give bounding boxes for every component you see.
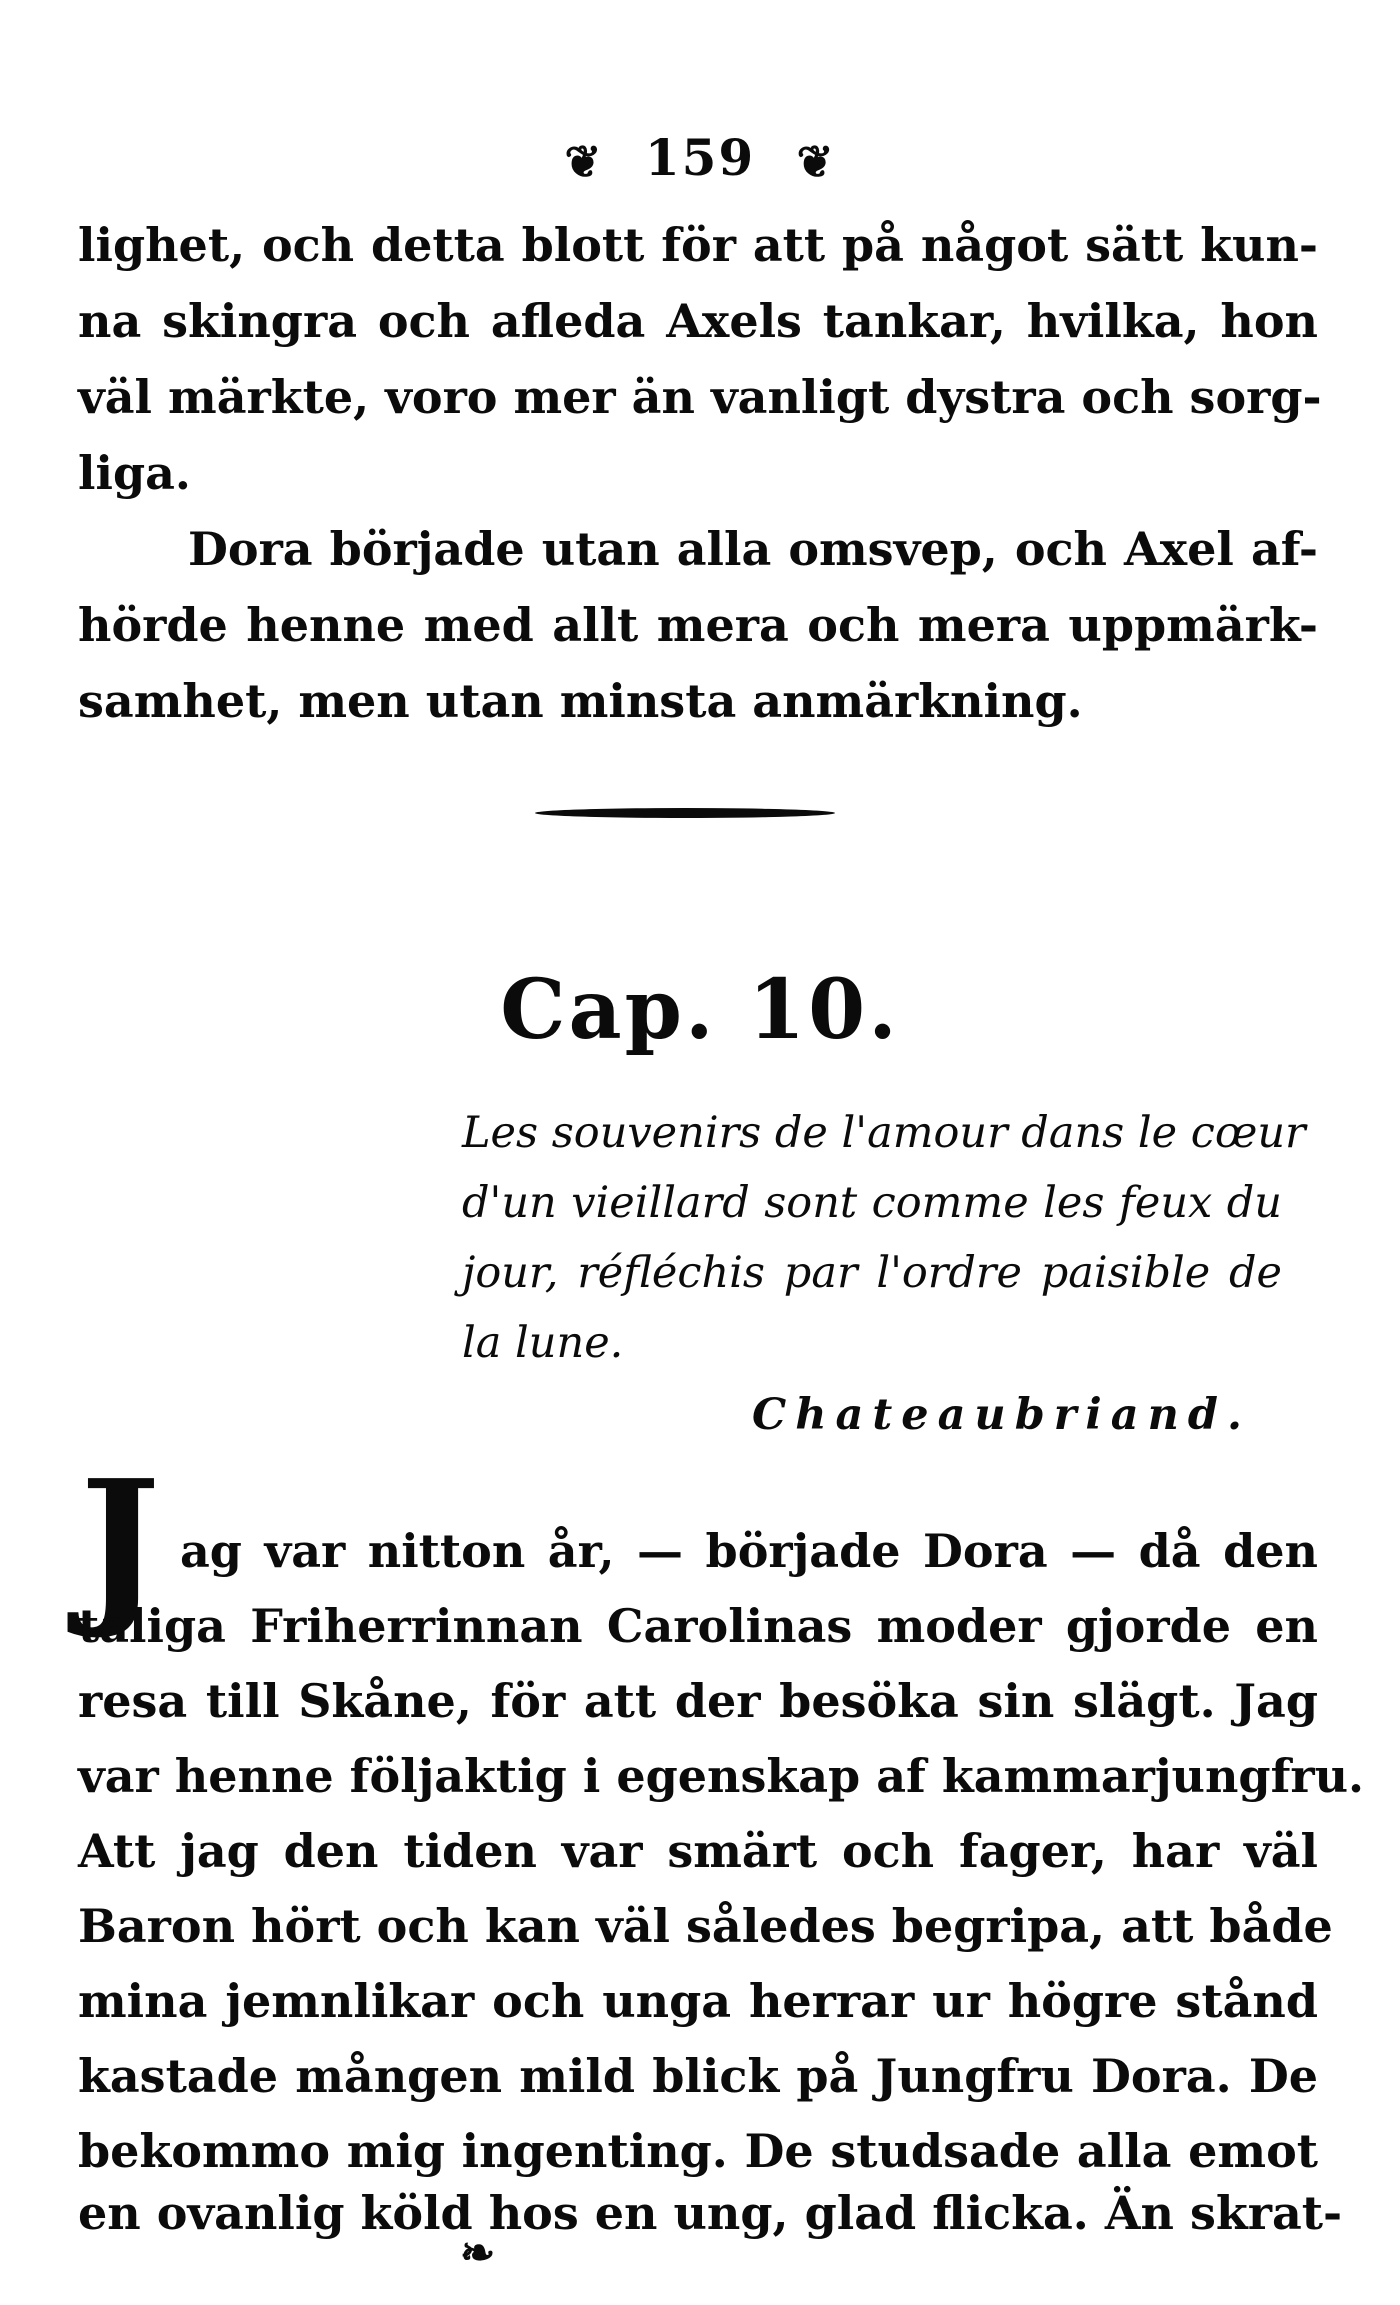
drop-cap: J	[80, 1443, 161, 1643]
text-line: liga.	[78, 446, 191, 500]
body-line: Att jag den tiden var smärt och fager, har väl	[78, 1824, 1318, 1878]
ornament-left-icon: ❦	[564, 136, 604, 188]
body-line: taliga Friherrinnan Carolinas moder gjorde en	[78, 1599, 1318, 1653]
body-line: kastade mången mild blick på Jungfru Dora. De	[78, 2049, 1318, 2103]
epigraph-attribution: Chateaubriand.	[752, 1390, 1251, 1440]
ornament-right-icon: ❦	[796, 136, 836, 188]
text-line: na skingra och afleda Axels tankar, hvilka, hon	[78, 294, 1318, 348]
epigraph-line: jour, réfléchis par l'ordre paisible de	[462, 1248, 1282, 1298]
body-line: var henne följaktig i egenskap af kammarjungfru.	[78, 1749, 1365, 1803]
body-line: Baron hört och kan väl således begripa, att både	[78, 1899, 1333, 1953]
text-line: väl märkte, voro mer än vanligt dystra och sorg-	[78, 370, 1322, 424]
body-line: ag var nitton år, — började Dora — då den	[180, 1524, 1318, 1578]
text-line: lighet, och detta blott för att på något sätt kun-	[78, 218, 1318, 272]
section-divider	[535, 808, 835, 818]
text-line: Dora började utan alla omsvep, och Axel af-	[188, 522, 1318, 576]
page-header	[0, 128, 1400, 188]
text-line: hörde henne med allt mera och mera uppmärk-	[78, 598, 1318, 652]
epigraph-line: Les souvenirs de l'amour dans le cœur	[462, 1108, 1306, 1158]
text-line: samhet, men utan minsta anmärkning.	[78, 674, 1083, 728]
epigraph-line: la lune.	[462, 1318, 624, 1368]
body-line: mina jemnlikar och unga herrar ur högre stånd	[78, 1974, 1318, 2028]
chapter-heading: Cap. 10.	[500, 962, 900, 1058]
body-line: en ovanlig köld hos en ung, glad flicka. Än skrat-	[78, 2186, 1343, 2240]
body-line: bekommo mig ingenting. De studsade alla emot	[78, 2124, 1318, 2178]
footer-mark-icon: ❧	[460, 2228, 496, 2277]
page-number: 159	[644, 128, 756, 187]
body-line: resa till Skåne, för att der besöka sin slägt. Jag	[78, 1674, 1318, 1728]
epigraph-line: d'un vieillard sont comme les feux du	[462, 1178, 1282, 1228]
